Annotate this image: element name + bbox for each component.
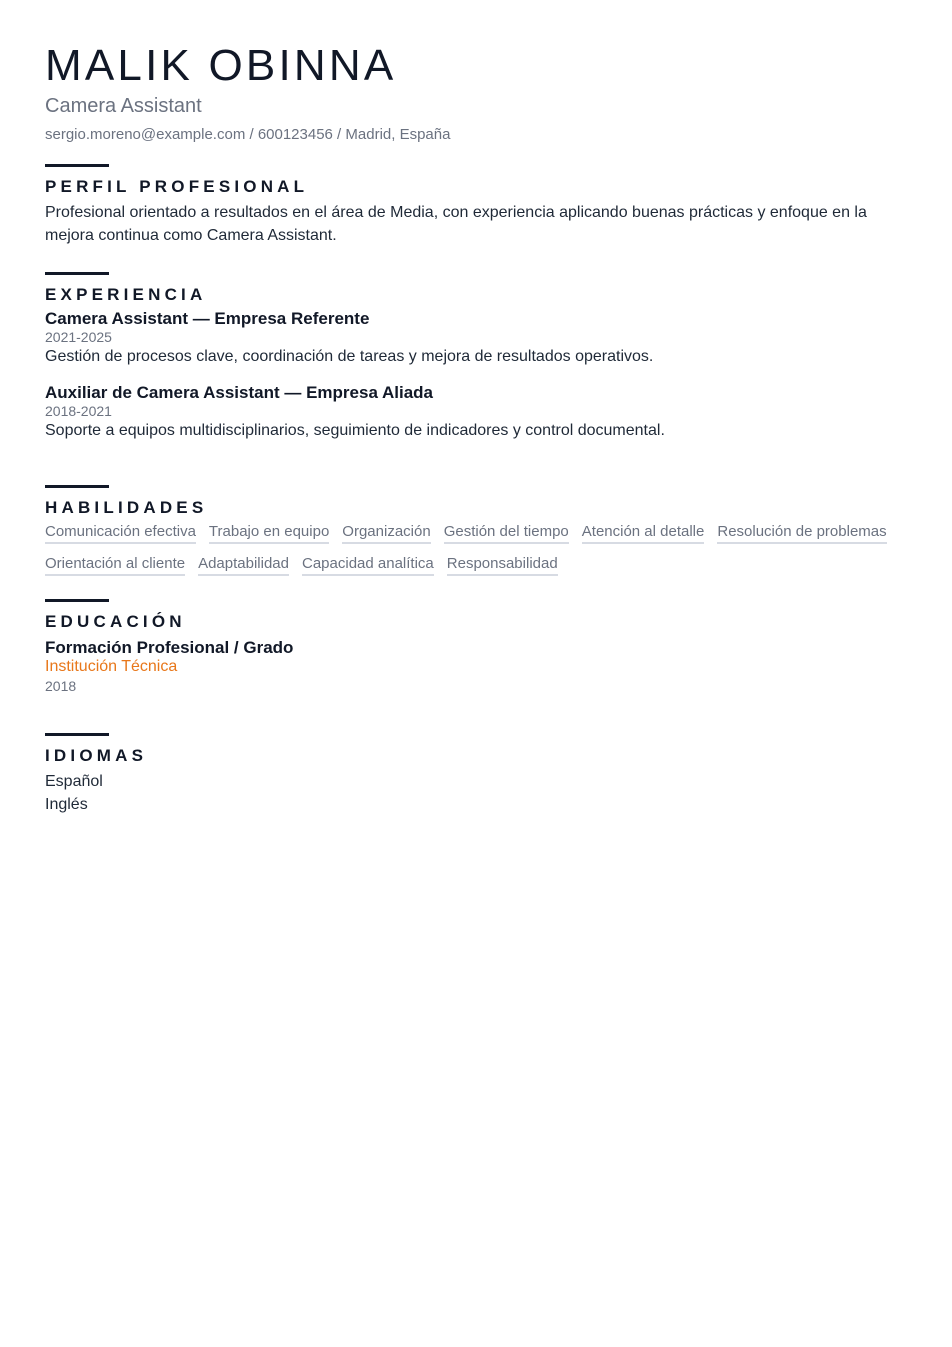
- skill-tag: Trabajo en equipo: [209, 522, 329, 544]
- section-divider: [45, 164, 109, 167]
- skill-tag: Responsabilidad: [447, 554, 558, 576]
- job-title: Camera Assistant — Empresa Referente: [45, 309, 370, 329]
- education-heading: EDUCACIÓN: [45, 612, 186, 631]
- job-description: Soporte a equipos multidisciplinarios, seguimiento de indicadores y control documental.: [45, 422, 665, 440]
- education-section: [45, 599, 912, 696]
- skill-tag: Capacidad analítica: [302, 554, 434, 576]
- section-divider: [45, 733, 109, 736]
- job-dates: 2021-2025: [45, 329, 112, 346]
- skills-heading: HABILIDADES: [45, 498, 208, 517]
- skill-tag: Atención al detalle: [582, 522, 705, 544]
- skill-tag: Gestión del tiempo: [444, 522, 569, 544]
- job-entry: [45, 309, 912, 367]
- job-entry: [45, 383, 912, 441]
- job-dates: 2018-2021: [45, 403, 112, 420]
- language-item: Español: [45, 773, 103, 791]
- job-description: Gestión de procesos clave, coordinación de tareas y mejora de resultados operativos.: [45, 348, 654, 366]
- section-divider: [45, 272, 109, 275]
- skill-tag: Orientación al cliente: [45, 554, 185, 576]
- education-institution: Institución Técnica: [45, 658, 178, 676]
- skill-tag: Organización: [342, 522, 430, 544]
- candidate-role: Camera Assistant: [45, 95, 202, 117]
- section-divider: [45, 599, 109, 602]
- experience-heading: EXPERIENCIA: [45, 285, 207, 304]
- education-year: 2018: [45, 678, 77, 695]
- skill-tag: Adaptabilidad: [198, 554, 289, 576]
- language-item: Inglés: [45, 796, 88, 814]
- languages-section: [45, 733, 912, 816]
- skill-tag: Comunicación efectiva: [45, 522, 196, 544]
- experience-section: [45, 272, 912, 457]
- education-degree: Formación Profesional / Grado: [45, 638, 294, 658]
- profile-heading: PERFIL PROFESIONAL: [45, 177, 309, 196]
- section-divider: [45, 485, 109, 488]
- job-title: Auxiliar de Camera Assistant — Empresa Aliada: [45, 383, 434, 403]
- skills-section: [45, 485, 912, 576]
- contact-line: sergio.moreno@example.com / 600123456 / Madrid, España: [45, 126, 451, 143]
- candidate-name: MALIK OBINNA: [45, 41, 397, 90]
- skills-list: [45, 522, 912, 576]
- skill-tag: Resolución de problemas: [717, 522, 886, 544]
- profile-text: Profesional orientado a resultados en el área de Media, con experiencia aplicando buenas prácticas y enfoque en la mejora continua como Camera Assistant.: [45, 204, 867, 245]
- languages-heading: IDIOMAS: [45, 746, 148, 765]
- profile-section: [45, 164, 912, 247]
